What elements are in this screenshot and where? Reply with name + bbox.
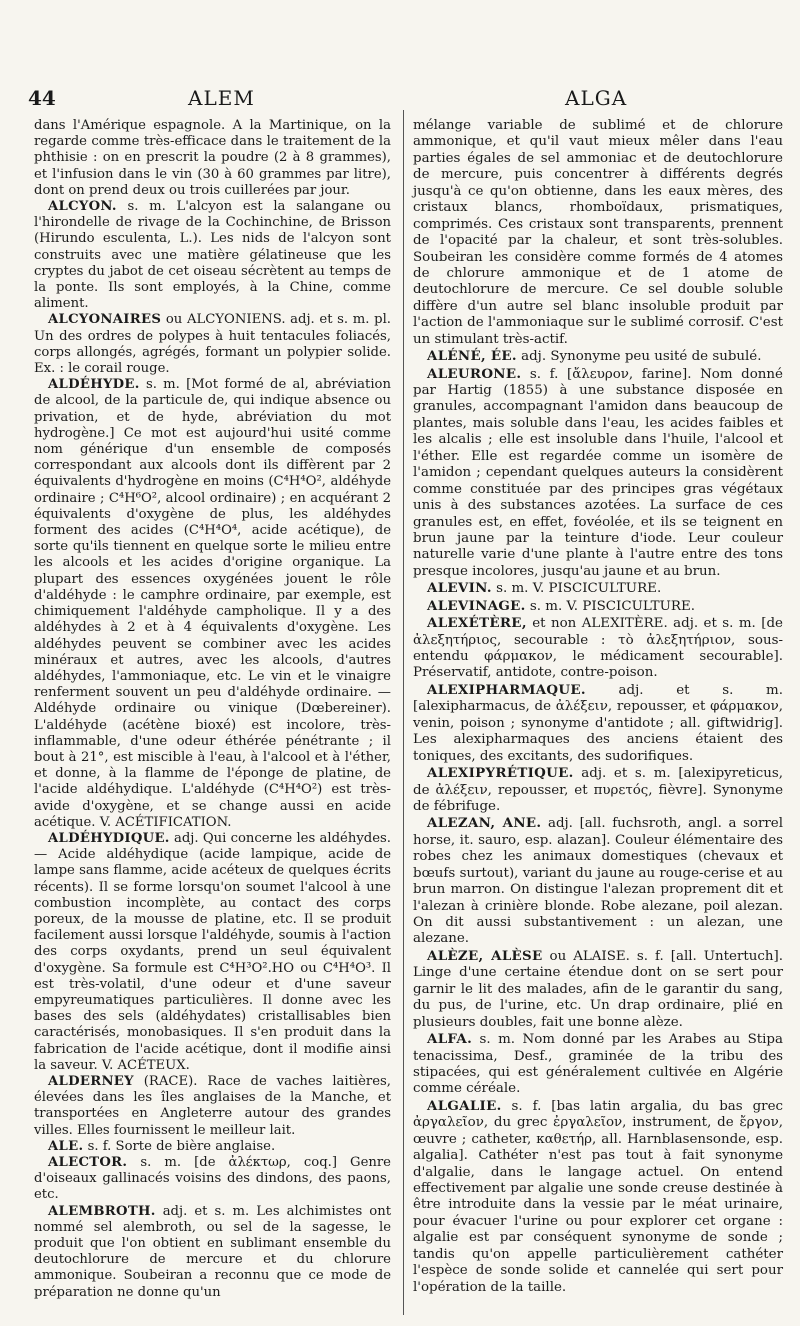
left-running-head: ALEM [188, 86, 255, 110]
dictionary-entry [413, 948, 783, 1031]
entry-text: Les alchimistes ont nommé sel alembroth, ou sel de la sagesse, le produit que l'on obtient en sublimant ensemble du deutochlorure de mercure et du chlorure ammonique. Soubeiran a reconnu que ce mode de préparation ne donne qu'un [34, 1203, 391, 1300]
dictionary-entry [34, 377, 391, 831]
dictionary-entry [413, 366, 783, 581]
entry-headword: ALDÉHYDE. [48, 377, 140, 393]
dictionary-entry [34, 1155, 391, 1204]
entry-headword: ALÈZE, ALÈSE [427, 947, 543, 964]
entry-grammar: s. m. [479, 1032, 516, 1048]
entry-headword: ALCYONAIRES [48, 312, 162, 328]
entry-grammar: s. m. [529, 598, 563, 614]
dictionary-entry [413, 682, 783, 765]
entry-grammar: adj. et s. m. [581, 766, 671, 782]
dictionary-entry [413, 580, 783, 597]
entry-headword: ALGALIE. [427, 1097, 502, 1114]
entry-headword: ALEVINAGE. [427, 597, 526, 614]
entry-text: [de ἀλεξητήριος, secourable : τὸ ἀλεξητήριον, sous-entendu φάρμακον, le médicament secourable]. Préservatif, antidote, contre-poison. [413, 616, 783, 681]
entry-headword: ALÉNÉ, ÉE. [427, 348, 517, 365]
entry-text: Nom donné par les Arabes au Stipa tenacissima, Desf., graminée de la tribu des stipacées, qui est généralement cultivée en Algérie comme céréale. [413, 1032, 783, 1097]
entry-text: [all. Untertuch]. Linge d'une certaine étendue dont on se sert pour garnir le lit des malades, afin de le garantir du sang, du pus, de l'urine, etc. Un drap ordinaire, plié en plusieurs doubles, fait une bonne alèze. [413, 948, 783, 1030]
entry-grammar: ou ALAISE. s. f. [549, 948, 664, 964]
entry-headword: ALDERNEY [48, 1073, 134, 1089]
dictionary-entry [34, 831, 391, 1074]
column-divider [403, 110, 404, 1315]
entry-grammar: adj. [521, 349, 547, 365]
entry-headword: ALEZAN, ANE. [427, 815, 542, 832]
entry-headword: ALE. [48, 1138, 84, 1154]
dictionary-entry [413, 615, 783, 682]
entry-text: [alexipharmacus, de ἀλέξειν, repousser, et φάρμακον, venin, poison ; synonyme d'antidote ; all. giftwidrig]. Les alexipharmaques des anciens étaient des toniques, des excitants, des sudorifiques. [413, 699, 783, 764]
dictionary-entry [34, 1204, 391, 1301]
entry-text: Un des ordres de polypes à huit tentacules foliacés, corps allongés, agrégés, formant un polypier solide. Ex. : le corail rouge. [34, 328, 391, 377]
entry-grammar: s. m. [496, 581, 529, 597]
entry-text: Synonyme peu usité de subulé. [550, 349, 762, 365]
dictionary-entry [413, 598, 783, 615]
dictionary-entry [34, 199, 391, 312]
entry-grammar: s. m. [145, 377, 180, 393]
entry-grammar: et non ALEXITÈRE. adj. et s. m. [532, 616, 756, 632]
dictionary-entry [34, 1074, 391, 1139]
entry-grammar: adj. [547, 816, 573, 832]
entry-text: [alexipyreticus, de ἀλέξειν, repousser, et πυρετός, fièvre]. Synonyme de fébrifuge. [413, 766, 783, 814]
entry-text: V. PISCICULTURE. [566, 598, 695, 614]
entry-text: [Mot formé de al, abréviation de alcool, de la particule de, qui indique absence ou privation, et de hyde, abréviation du mot hydrogène.] Ce mot est aujourd'hui usité comme nom générique d'un ensemble de composés correspondant aux alcools dont ils diffèrent par 2 équivalents d'hydrogène en moins (C⁴H⁴O², aldéhyde ordinaire ; C⁴H⁶O², alcool ordinaire) ; en acquérant 2 équivalents d'oxygène de plus, les aldéhydes forment des acides (C⁴H⁴O⁴, acide acétique), de sorte qu'ils tiennent en quelque sorte le milieu entre les alcools et les acides d'origine organique. La plupart des essences oxygénées jouent le rôle d'aldéhyde : le camphre ordinaire, par exemple, est chimiquement l'aldéhyde campholique. Il y a des aldéhydes à 2 et à 4 équivalents d'oxygène. Les aldéhydes peuvent se combiner avec les acides minéraux et autres, avec les alcools, d'autres aldéhydes, l'ammoniaque, etc. Le vin et le vinaigre renferment souvent un peu d'aldéhyde ordinaire. — Aldéhyde ordinaire ou vinique (Dœbereiner). L'aldéhyde (acétène bioxé) est incolore, très-inflammable, d'une odeur éthérée pénétrante ; il bout à 21°, est miscible à l'eau, à l'alcool et à l'éther, et donne, à la flamme de l'éponge de platine, de l'acide aldéhydique. L'aldéhyde (C⁴H⁴O²) est très-avide d'oxygène, et se change aussi en acide acétique. V. ACÉTIFICATION. [34, 377, 391, 830]
entry-grammar: s. f. [87, 1138, 112, 1154]
entry-text: [ἄλευρον, farine]. Nom donné par Hartig (1855) à une substance disposée en granules, accompagnant l'amidon dans beaucoup de plantes, mais soluble dans l'eau, les acides faibles et les alcalis ; elle est insoluble dans l'huile, l'alcool et l'éther. Elle est regardée comme un isomère de l'amidon ; cependant quelques auteurs la considèrent comme constituée par des principes gras végétaux unis à des substances azotées. La surface de ces granules est, en effet, fovéolée, et ils se teignent en brun jaune par la teinture d'iode. Leur couleur naturelle varie d'une plante à l'autre entre des tons presque incolores, jusqu'au jaune et au brun. [413, 366, 783, 579]
entry-grammar: s. m. [140, 1155, 182, 1170]
entry-headword: ALEXIPYRÉTIQUE. [427, 765, 574, 782]
dictionary-entry [34, 118, 391, 199]
right-running-head: ALGA [565, 86, 628, 110]
dictionary-entry [34, 1139, 391, 1155]
entry-grammar: s. f. [529, 366, 559, 382]
dictionary-entry [413, 348, 783, 365]
entry-grammar: adj. et s. m. [618, 682, 783, 698]
dictionary-entry [413, 118, 783, 348]
entry-text: Race de vaches laitières, élevées dans les îles anglaises de la Manche, et transportées en Angleterre autour des grandes villes. Elles fournissent le meilleur lait. [34, 1073, 392, 1138]
dictionary-entry [413, 1031, 783, 1098]
entry-text: Sorte de bière anglaise. [115, 1138, 276, 1154]
running-header [0, 86, 800, 114]
entry-headword: ALDÉHYDIQUE. [48, 830, 170, 846]
entry-grammar: adj. [173, 830, 199, 846]
entry-headword: ALECTOR. [48, 1155, 128, 1170]
entry-headword: ALEURONE. [427, 365, 522, 382]
entry-headword: ALEVIN. [427, 580, 492, 597]
entry-grammar: adj. et s. m. [162, 1203, 250, 1219]
entry-headword: ALEXÉTÈRE, [427, 615, 527, 632]
dictionary-entry [34, 312, 391, 377]
entry-text: [all. fuchsroth, angl. a sorrel horse, it. sauro, esp. alazan]. Couleur élémentaire des robes chez les animaux domestiques (chevaux et bœufs surtout), variant du jaune au rouge-cerise et au brun marron. On distingue l'alezan proprement dit et l'alezan à crinière blonde. Robe alezane, poil alezan. On dit aussi substantivement : un alezan, une alezane. [413, 816, 783, 947]
dictionary-entry [413, 815, 783, 948]
left-column [34, 118, 391, 1301]
entry-text: L'alcyon est la salangane ou l'hirondelle de rivage de la Cochinchine, de Brisson (Hirundo esculenta, L.). Les nids de l'alcyon sont construits avec une matière gélatineuse que les cryptes du jabot de cet oiseau sécrètent au temps de la ponte. Ils sont employés, à la Chine, comme aliment. [34, 199, 391, 312]
entry-grammar: s. f. [511, 1098, 542, 1114]
entry-headword: ALEXIPHARMAQUE. [427, 681, 586, 698]
entry-text: [de ἀλέκτωρ, coq.] Genre d'oiseaux gallinacés voisins des dindons, des paons, etc. [34, 1155, 391, 1203]
entry-headword: ALEMBROTH. [48, 1203, 156, 1219]
entry-text: [bas latin argalia, du bas grec ἀργαλεῖον, du grec ἐργαλεῖον, instrument, de ἔργον, œuvre ; catheter, καθετήρ, all. Harnblasensonde, esp. algalia]. Cathéter n'est pas tout à fait synonyme d'algalie, dans le langage actuel. On entend effectivement par algalie une sonde creuse destinée à être introduite dans la vessie par le méat urinaire, pour évacuer l'urine ou pour explorer cet organe : algalie est par conséquent synonyme de sonde ; tandis qu'on appelle particulièrement cathéter l'espèce de sonde solide et cannelée qui sert pour l'opération de la taille. [413, 1098, 783, 1295]
page-number: 44 [28, 86, 56, 110]
dictionary-entry [413, 1098, 783, 1296]
entry-headword: ALFA. [427, 1031, 473, 1048]
entry-grammar: (RACE). [143, 1073, 198, 1089]
entry-text: dans l'Amérique espagnole. A la Martinique, on la regarde comme très-efficace dans le traitement de la phthisie : on en prescrit la poudre (2 à 8 grammes), et l'infusion dans le vin (30 à 60 grammes par litre), dont on prend deux ou trois cuillerées par jour. [34, 118, 391, 198]
entry-grammar: s. m. [127, 199, 166, 215]
entry-text: Qui concerne les aldéhydes. — Acide aldéhydique (acide lampique, acide de lampe sans flamme, acide acéteux de quelques écrits récents). Il se forme lorsqu'on soumet l'alcool à une combustion incomplète, au contact des corps poreux, de la mousse de platine, etc. Il se produit facilement aussi lorsque l'aldéhyde, soumis à l'action des corps oxydants, prend un seul équivalent d'oxygène. Sa formule est C⁴H³O².HO ou C⁴H⁴O³. Il est très-volatil, d'une odeur et d'une saveur empyreumatiques particulières. Il donne avec les bases des sels (aldéhydates) cristallisables bien caractérisés, monobasiques. Il s'en produit dans la fabrication de l'acide acétique, dont il modifie ainsi la saveur. V. ACÉTEUX. [34, 830, 391, 1073]
entry-text: mélange variable de sublimé et de chlorure ammonique, et qu'il vaut mieux mêler dans l'eau parties égales de sel ammoniac et de deutochlorure de mercure, puis concentrer à différents degrés jusqu'à ce qu'on obtienne, dans les eaux mères, des cristaux blancs, rhomboïdaux, prismatiques, comprimés. Ces cristaux sont transparents, prennent de l'opacité par la chaleur, et sont très-solubles. Soubeiran les considère comme formés de 4 atomes de chlorure ammonique et de 1 atome de deutochlorure de mercure. Ce sel double soluble diffère d'un autre sel blanc insoluble produit par l'action de l'ammoniaque sur le sublimé corrosif. C'est un stimulant très-actif. [413, 118, 783, 347]
entry-text: V. PISCICULTURE. [532, 581, 662, 597]
entry-headword: ALCYON. [48, 199, 117, 215]
entry-grammar: ou ALCYONIENS. adj. et s. m. pl. [165, 312, 391, 328]
right-column [413, 118, 783, 1296]
dictionary-entry [413, 765, 783, 815]
